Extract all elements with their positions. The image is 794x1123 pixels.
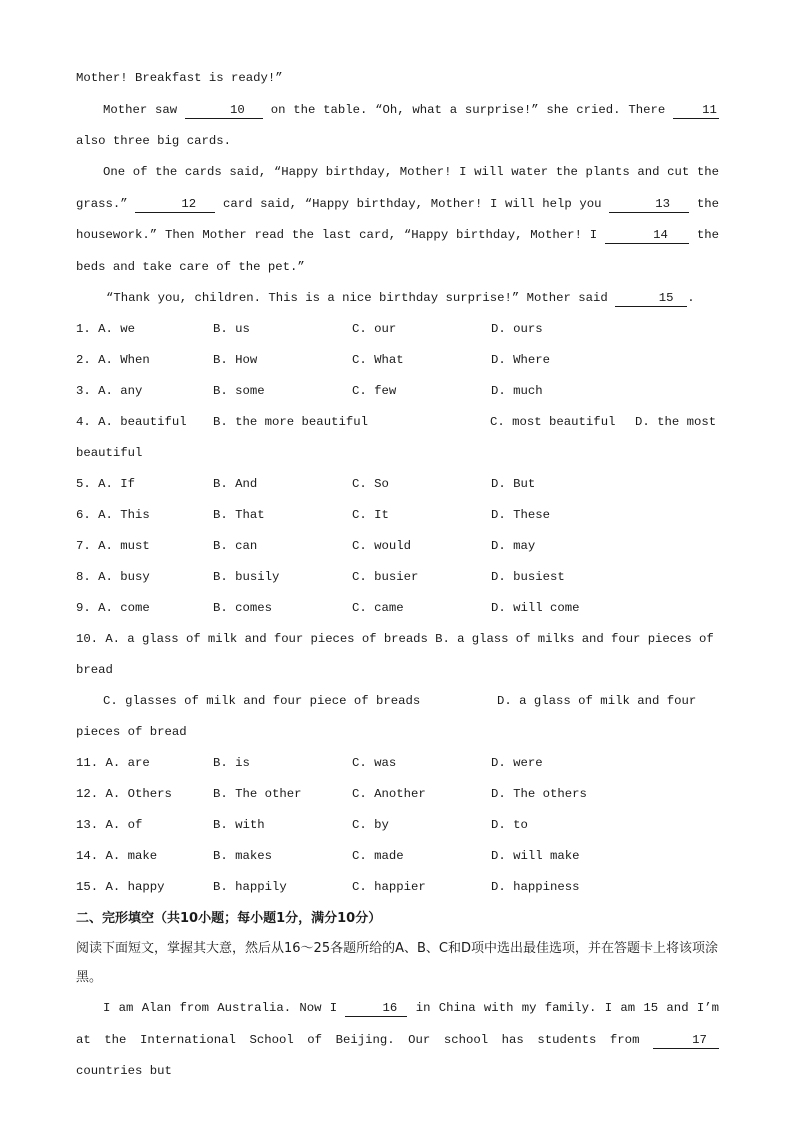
option-d: D. will come — [491, 601, 580, 615]
option-b: B. happily — [213, 880, 287, 894]
question-10-line — [76, 686, 719, 717]
option-a: 13. A. of — [76, 818, 143, 832]
option-d: D. may — [491, 539, 536, 553]
option-d: D. a glass of milk and four — [497, 694, 697, 708]
blank-17: 17 — [653, 1032, 719, 1049]
blank-11: 11 — [673, 102, 719, 119]
question-row-15 — [76, 872, 719, 903]
option-a: 14. A. make — [76, 849, 158, 863]
worksheet-page — [76, 68, 719, 1088]
option-d: D. were — [491, 756, 543, 770]
option-a: 8. A. busy — [76, 570, 150, 584]
option-a: 3. A. any — [76, 384, 143, 398]
question-continuation: beautiful — [76, 446, 143, 460]
passage-text: on the table. “Oh, what a surprise!” she cried. There — [262, 103, 673, 117]
question-row-8 — [76, 562, 719, 593]
blank-16: 16 — [345, 1000, 407, 1017]
question-row-6 — [76, 500, 719, 531]
question-list — [76, 314, 719, 903]
question-row-9 — [76, 593, 719, 624]
option-c: C. our — [352, 322, 397, 336]
option-d: D. to — [491, 818, 528, 832]
option-a: 2. A. When — [76, 353, 150, 367]
blank-15: 15 — [615, 290, 687, 307]
option-d: D. These — [491, 508, 551, 522]
option-c: C. was — [352, 756, 397, 770]
passage-paragraph — [76, 157, 719, 283]
passage-text: in China with my family. I am 15 and I’m at the International School of Beijing. Our school has students from — [76, 1001, 719, 1047]
option-a: 15. A. happy — [76, 880, 165, 894]
passage-text: countries but — [76, 1064, 172, 1078]
passage-text: the beds and take care of the pet.” — [76, 228, 719, 274]
option-d: D. ours — [491, 322, 543, 336]
option-d: D. busiest — [491, 570, 565, 584]
option-c: C. would — [352, 539, 412, 553]
blank-12: 12 — [135, 196, 215, 213]
blank-14: 14 — [605, 227, 689, 244]
question-row-5 — [76, 469, 719, 500]
option-c: C. came — [352, 601, 404, 615]
option-b: B. us — [213, 322, 250, 336]
passage-paragraph — [76, 993, 719, 1088]
question-row-1 — [76, 314, 719, 345]
option-c: C. Another — [352, 787, 426, 801]
section-instruction: 阅读下面短文，掌握其大意，然后从16～25各题所给的A、B、C和D项中选出最佳选项，并在答题卡上将该项涂黑。 — [76, 941, 718, 985]
section-heading: 二、完形填空（共10小题；每小题1分，满分10分） — [76, 911, 382, 926]
question-continuation: bread — [76, 663, 113, 677]
question-row-13 — [76, 810, 719, 841]
option-d: D. But — [491, 477, 536, 491]
passage-text: One of the cards said, “Happy birthday, Mother! I will water the plants and cut the grass.” — [76, 165, 719, 211]
passage-paragraph — [76, 283, 719, 314]
passage-text: I am Alan from Australia. Now I — [103, 1001, 346, 1015]
option-c: C. made — [352, 849, 404, 863]
blank-13: 13 — [609, 196, 689, 213]
option-b: B. That — [213, 508, 265, 522]
option-a: 11. A. are — [76, 756, 150, 770]
option-a: 7. A. must — [76, 539, 150, 553]
option-c: C. busier — [352, 570, 419, 584]
question-row-2 — [76, 345, 719, 376]
option-c: C. few — [352, 384, 397, 398]
option-c: C. So — [352, 477, 389, 491]
option-b: B. The other — [213, 787, 302, 801]
option-a: 12. A. Others — [76, 787, 172, 801]
option-c: C. glasses of milk and four piece of breads — [103, 694, 421, 708]
passage-line: Mother! Breakfast is ready!” — [76, 71, 283, 85]
question-row-14 — [76, 841, 719, 872]
option-b: B. can — [213, 539, 258, 553]
passage-text: . — [687, 291, 695, 305]
question-row-3 — [76, 376, 719, 407]
option-c: C. happier — [352, 880, 426, 894]
question-row-11 — [76, 748, 719, 779]
passage-text: “Thank you, children. This is a nice birthday surprise!” Mother said — [106, 291, 616, 305]
passage-paragraph — [76, 95, 719, 157]
option-a: 6. A. This — [76, 508, 150, 522]
option-c: C. What — [352, 353, 404, 367]
option-c: C. by — [352, 818, 389, 832]
question-10-line: 10. A. a glass of milk and four pieces of breads B. a glass of milks and four pieces of — [76, 632, 714, 646]
option-b: B. with — [213, 818, 265, 832]
option-d: D. the most — [635, 415, 717, 429]
blank-10: 10 — [185, 102, 263, 119]
passage-text: card said, “Happy birthday, Mother! I will help you — [215, 196, 610, 211]
option-d: D. The others — [491, 787, 587, 801]
option-d: D. Where — [491, 353, 551, 367]
question-row-7 — [76, 531, 719, 562]
option-d: D. happiness — [491, 880, 580, 894]
option-c: C. It — [352, 508, 389, 522]
question-continuation: pieces of bread — [76, 725, 187, 739]
option-d: D. will make — [491, 849, 580, 863]
passage-text: the housework.” Then Mother read the last card, “Happy birthday, Mother! I — [76, 196, 719, 242]
passage-text: Mother saw — [103, 103, 185, 117]
option-b: B. some — [213, 384, 265, 398]
option-b: B. How — [213, 353, 258, 367]
option-b: B. the more beautiful — [213, 415, 368, 429]
question-row-4 — [76, 407, 719, 438]
option-b: B. busily — [213, 570, 280, 584]
option-a: 5. A. If — [76, 477, 136, 491]
option-c: C. most beautiful — [490, 415, 616, 429]
option-a: 1. A. we — [76, 322, 136, 336]
option-b: B. comes — [213, 601, 273, 615]
option-b: B. makes — [213, 849, 273, 863]
option-a: 4. A. beautiful — [76, 415, 187, 429]
question-row-12 — [76, 779, 719, 810]
option-b: B. is — [213, 756, 250, 770]
option-d: D. much — [491, 384, 543, 398]
option-a: 9. A. come — [76, 601, 150, 615]
option-b: B. And — [213, 477, 258, 491]
passage-text: also three big cards. — [76, 134, 231, 148]
